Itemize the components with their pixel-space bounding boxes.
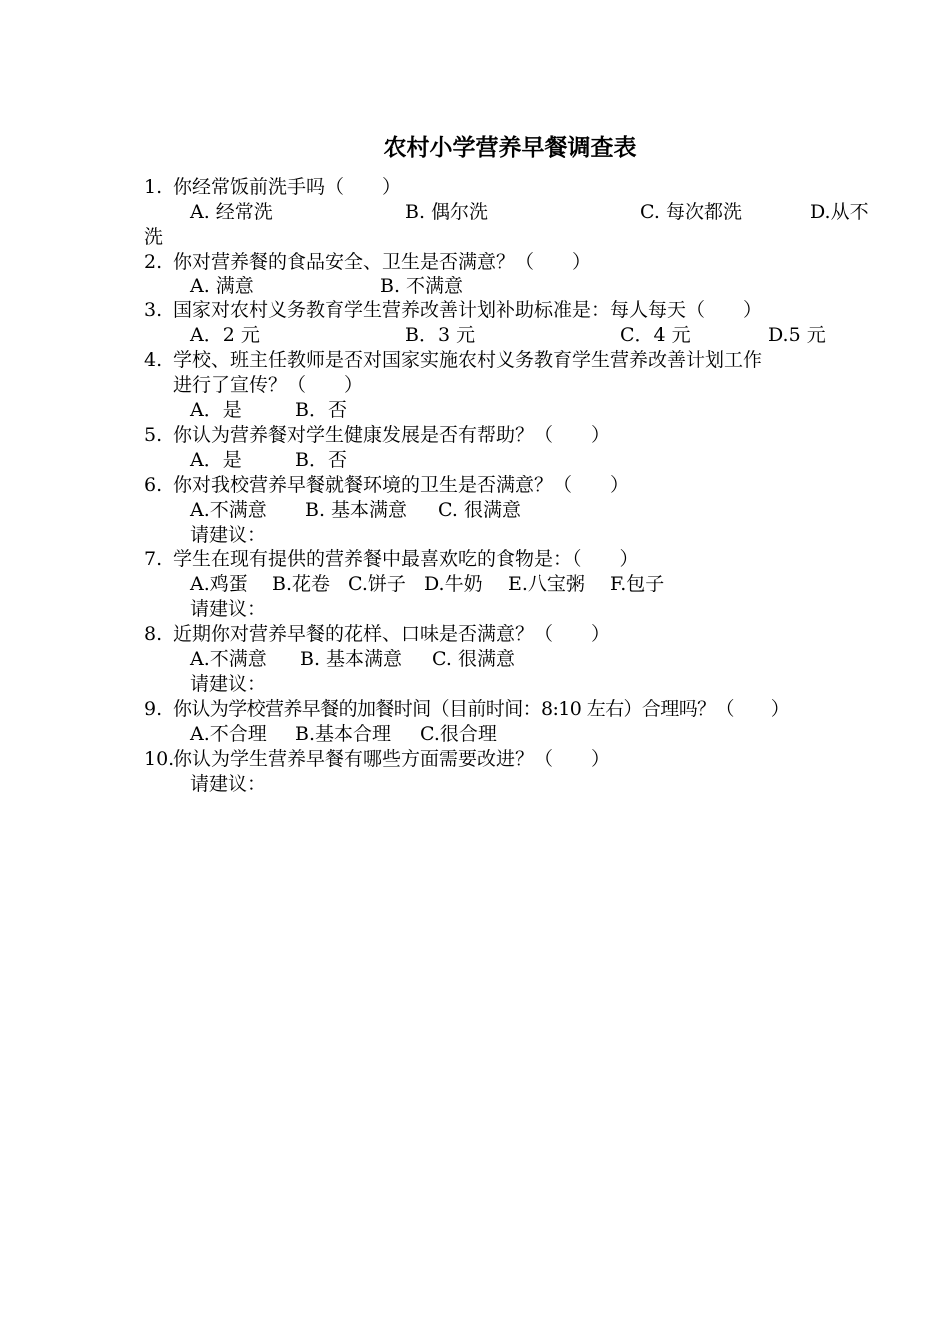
option: A.不合理 xyxy=(190,723,267,745)
option: B. 基本满意 xyxy=(300,648,403,670)
option: C．4 元 xyxy=(620,324,691,346)
option: C.很合理 xyxy=(420,723,497,745)
question-number: 4. xyxy=(144,349,163,371)
option: A．是 xyxy=(190,449,242,471)
option: B.基本合理 xyxy=(295,723,392,745)
question-text: 你对营养餐的食品安全、卫生是否满意？（ ） xyxy=(173,251,592,273)
question-text: 近期你对营养早餐的花样、口味是否满意？（ ） xyxy=(173,623,611,645)
wrapped-text: 洗 xyxy=(144,226,164,248)
suggestion-label: 请建议： xyxy=(190,673,267,695)
question-text: 学生在现有提供的营养餐中最喜欢吃的食物是：（ ） xyxy=(173,548,639,570)
option: B.花卷 xyxy=(272,573,331,595)
question-text-continued: 进行了宣传？（ ） xyxy=(173,374,364,396)
option: B. 偶尔洗 xyxy=(405,201,489,223)
option: A. 经常洗 xyxy=(190,201,273,223)
option: D.从不 xyxy=(810,201,869,223)
question-text: 你认为学生营养早餐有哪些方面需要改进？（ ） xyxy=(173,748,611,770)
option: C.饼子 xyxy=(348,573,406,595)
option: C. 每次都洗 xyxy=(640,201,742,223)
question-number: 9. xyxy=(144,698,163,720)
question-text: 国家对农村义务教育学生营养改善计划补助标准是：每人每天（ ） xyxy=(173,299,763,321)
option: A.鸡蛋 xyxy=(190,573,248,595)
option: B．否 xyxy=(295,449,347,471)
option: F.包子 xyxy=(610,573,665,595)
option: E.八宝粥 xyxy=(508,573,585,595)
option: A. 满意 xyxy=(190,275,254,297)
option: D.牛奶 xyxy=(424,573,483,595)
suggestion-label: 请建议： xyxy=(190,773,267,795)
suggestion-label: 请建议： xyxy=(190,598,267,620)
option: D.5 元 xyxy=(768,324,826,346)
option: B. 不满意 xyxy=(380,275,464,297)
page-title: 农村小学营养早餐调查表 xyxy=(383,135,637,161)
question-text: 你认为学校营养早餐的加餐时间（目前时间：8:10 左右）合理吗？（ ） xyxy=(173,698,790,720)
suggestion-label: 请建议： xyxy=(190,524,267,546)
option: B. 基本满意 xyxy=(305,499,408,521)
option: B．否 xyxy=(295,399,347,421)
question-number: 2. xyxy=(144,251,163,273)
option: A．2 元 xyxy=(190,324,260,346)
question-number: 7. xyxy=(144,548,163,570)
option: C. 很满意 xyxy=(432,648,515,670)
question-number: 8. xyxy=(144,623,163,645)
question-number: 3. xyxy=(144,299,163,321)
question-number: 6. xyxy=(144,474,163,496)
option: B．3 元 xyxy=(405,324,476,346)
question-number: 5. xyxy=(144,424,163,446)
option: A．是 xyxy=(190,399,242,421)
question-text: 你经常饭前洗手吗（ ） xyxy=(173,176,402,198)
question-number: 10. xyxy=(144,748,175,770)
option: A.不满意 xyxy=(190,499,267,521)
option: C. 很满意 xyxy=(438,499,521,521)
question-text: 你对我校营养早餐就餐环境的卫生是否满意？（ ） xyxy=(173,474,630,496)
question-number: 1. xyxy=(144,176,163,198)
question-text: 你认为营养餐对学生健康发展是否有帮助？（ ） xyxy=(173,424,611,446)
question-text: 学校、班主任教师是否对国家实施农村义务教育学生营养改善计划工作 xyxy=(173,349,763,371)
option: A.不满意 xyxy=(190,648,267,670)
